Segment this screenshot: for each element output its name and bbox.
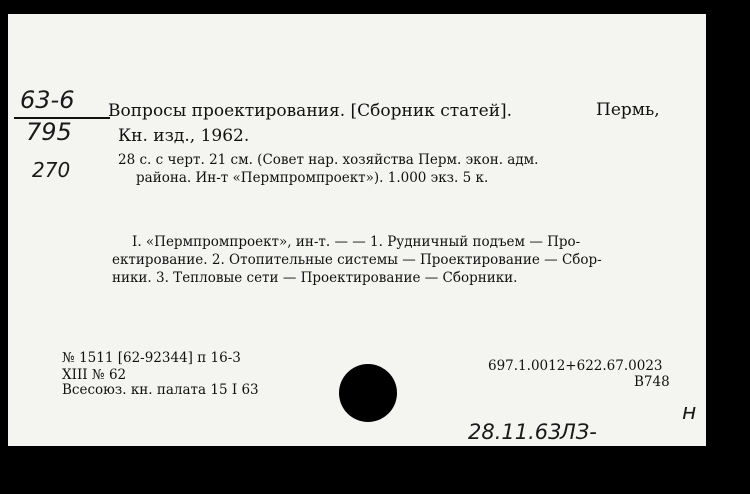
edge-mark: н — [682, 400, 697, 425]
title-line-2: Кн. изд., 1962. — [118, 126, 250, 146]
udc-index: 697.1.0012+622.67.0023 — [488, 358, 663, 374]
registration-line-1: № 1511 [62-92344] п 16-3 — [62, 350, 241, 366]
registration-line-3: Всесоюз. кн. палата 15 I 63 — [62, 382, 259, 398]
shelf-mark-extra: 270 — [32, 158, 71, 182]
subject-line-2: ектирование. 2. Отопительные системы — Проектирование — Сбор- — [112, 252, 602, 268]
place-of-publication: Пермь, — [596, 100, 660, 120]
subject-line-1: I. «Пермпромпроект», ин-т. — — 1. Рудничный подъем — Про- — [132, 234, 581, 250]
shelf-mark-bottom: 795 — [26, 118, 72, 146]
title-line-1: Вопросы проектирования. [Сборник статей]. — [108, 101, 513, 121]
classification-code: В748 — [634, 374, 670, 390]
handwritten-date: 28.11.63 — [468, 420, 562, 444]
handwritten-initials: ЛЗ- — [560, 420, 597, 444]
shelf-mark-top: 63-6 — [20, 86, 75, 114]
punch-hole — [339, 364, 397, 422]
subject-line-3: ники. 3. Тепловые сети — Проектирование — Сборники. — [112, 270, 518, 286]
registration-line-2: XIII № 62 — [62, 367, 127, 383]
description-line-1: 28 с. с черт. 21 см. (Совет нар. хозяйства Перм. экон. адм. — [118, 152, 539, 168]
description-line-2: района. Ин-т «Пермпромпроект»). 1.000 экз. 5 к. — [136, 170, 489, 186]
